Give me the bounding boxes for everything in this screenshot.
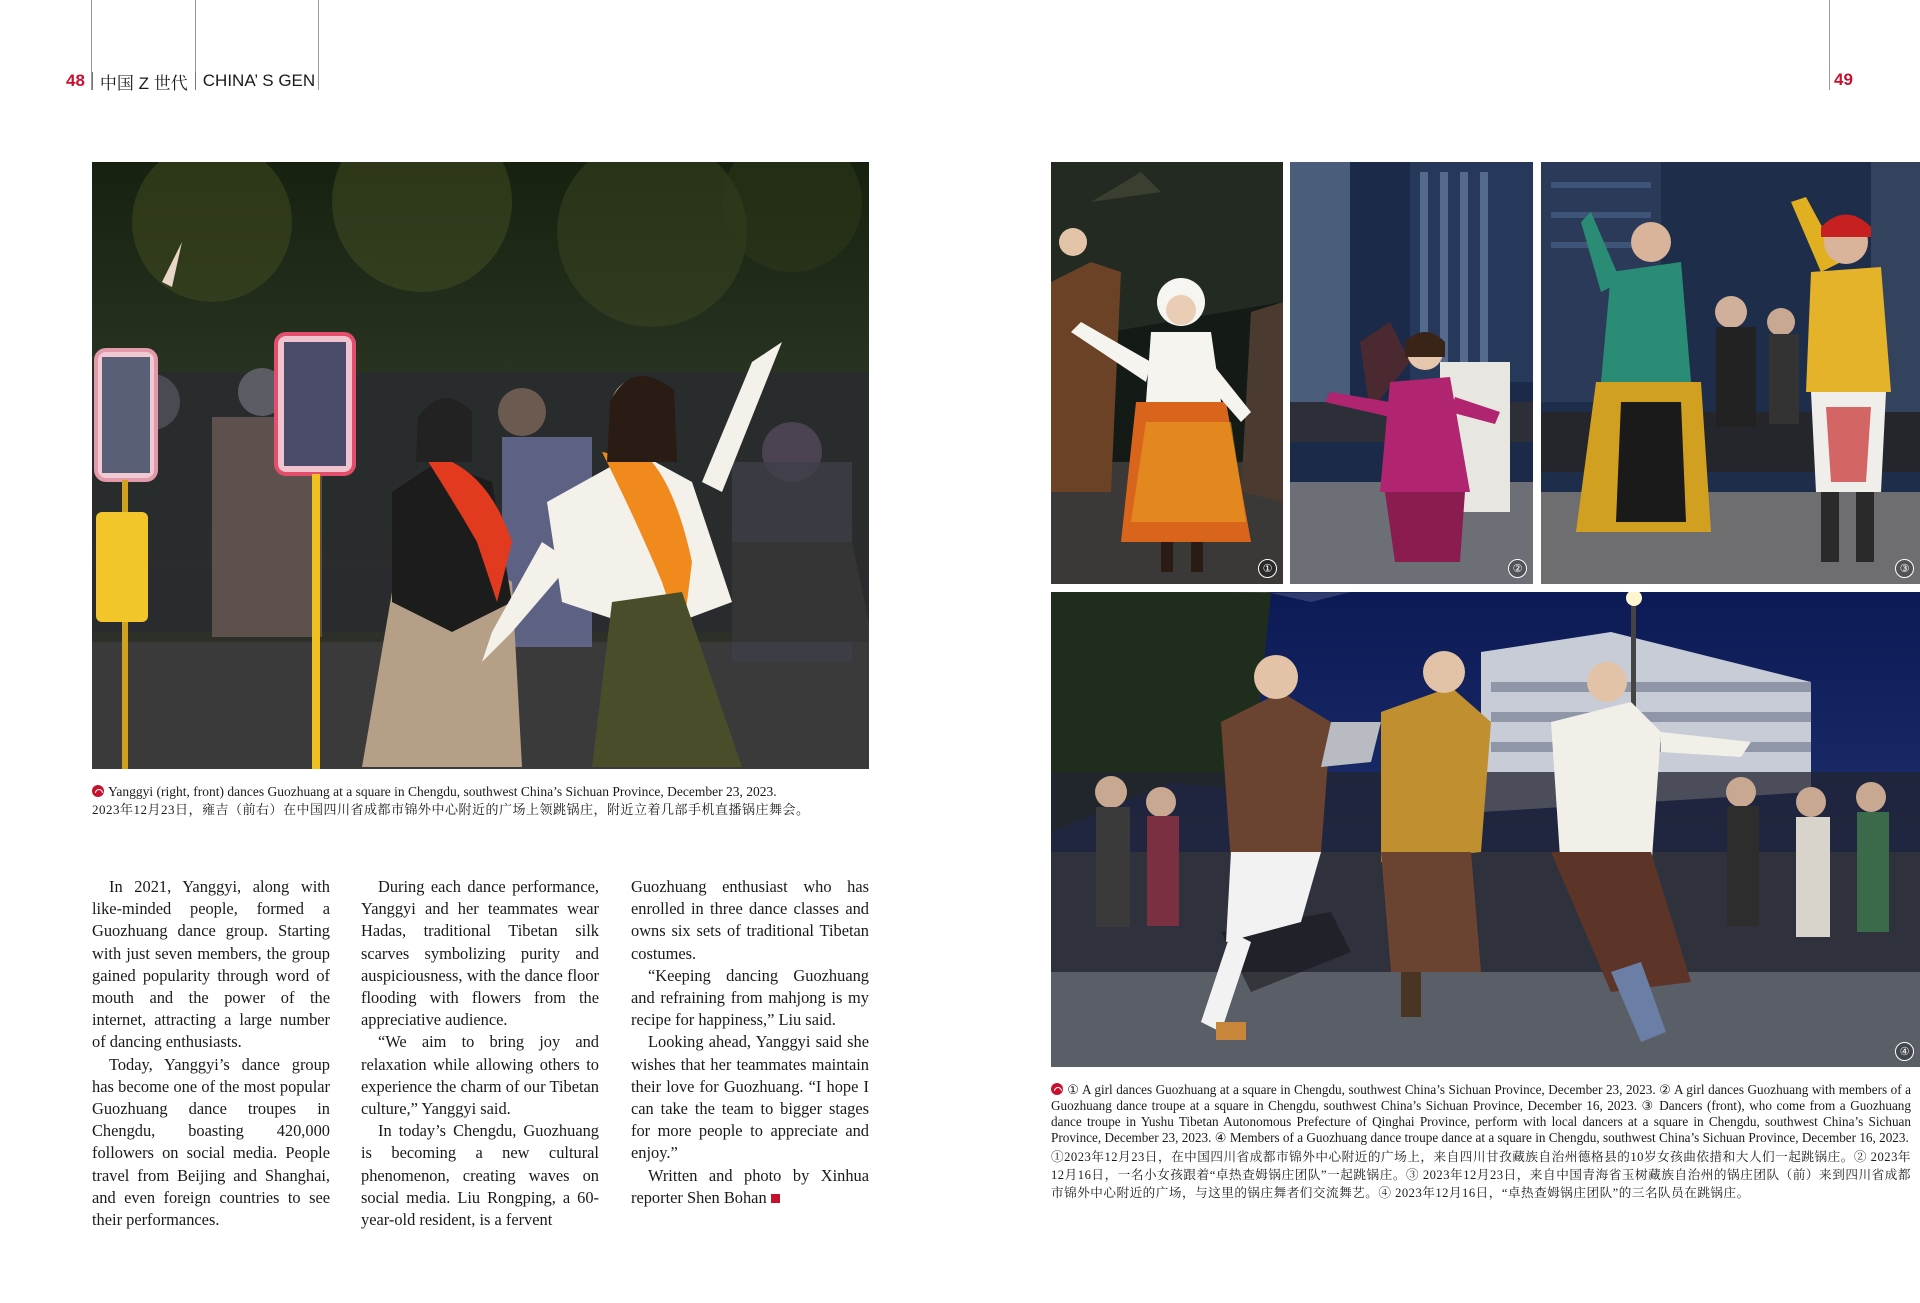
paragraph: In 2021, Yanggyi, along with like-minded people, formed a Guozhuang dance group. Starting with just seven members, the group gained popularity through word of mouth and the power of the internet, attracting a large number of dancing enthusiasts. bbox=[92, 877, 330, 1052]
paragraph: Guozhuang enthusiast who has enrolled in three dance classes and owns six sets of traditional Tibetan costumes. bbox=[631, 877, 869, 963]
photo-number-badge: ① bbox=[1258, 559, 1277, 578]
paragraph: Looking ahead, Yanggyi said she wishes that her teammates maintain their love for Guozhuang. “I hope I can take the team to bigger stages for more people to appreciate and enjoy.” bbox=[631, 1032, 869, 1163]
photo-3 bbox=[1541, 162, 1920, 584]
photo-number-badge: ③ bbox=[1895, 559, 1914, 578]
paragraph: In today’s Chengdu, Guozhuang is becoming a new cultural phenomenon, creating waves on social media. Liu Rongping, a 60-year-old resident, is a fervent bbox=[361, 1121, 599, 1230]
main-caption-en: Yanggyi (right, front) dances Guozhuang at a square in Chengdu, southwest China’s Sichuan Province, December 23, 2023. bbox=[108, 784, 777, 799]
header-divider-right bbox=[318, 0, 319, 90]
page-number-right: 49 bbox=[1834, 70, 1853, 89]
photo-caption-right bbox=[1051, 1082, 1911, 1202]
byline: Written and photo by Xinhua reporter Shen Bohan bbox=[631, 1165, 869, 1207]
paragraph: “We aim to bring joy and relaxation while allowing others to experience the charm of our Tibetan culture,” Yanggyi said. bbox=[361, 1032, 599, 1119]
article-column-2 bbox=[361, 876, 599, 1231]
article-column-3 bbox=[631, 876, 869, 1209]
main-caption-cn: 2023年12月23日，雍吉（前右）在中国四川省成都市锦外中心附近的广场上领跳锅庄，附近立着几部手机直播锅庄舞会。 bbox=[92, 802, 810, 817]
column-title-cn: 中国 Z 世代 bbox=[99, 73, 188, 93]
photo-4 bbox=[1051, 592, 1920, 1067]
end-mark-icon bbox=[771, 1194, 780, 1203]
main-photo-caption bbox=[92, 783, 882, 819]
paragraph: Today, Yanggyi’s dance group has become one of the most popular Guozhuang dance troupes in Chengdu, boasting 420,000 followers on social media. People travel from Beijing and Shanghai, and even foreign countries to see their performances. bbox=[92, 1054, 330, 1230]
right-caption-cn: ①2023年12月23日，在中国四川省成都市锦外中心附近的广场上，来自四川甘孜藏族自治州德格县的10岁女孩曲依措和大人们一起跳锅庄。② 2023年12月16日，一名小女孩跟着“卓热查姆锅庄团队”一起跳锅庄。③ 2023年12月23日，来自中国青海省玉树藏族自治州的锅庄团队（前）来到四川省成都市锦外中心附近的广场，与这里的锅庄舞者们交流舞艺。④ 2023年12月16日，“卓热查姆锅庄团队”的三名队员在跳锅庄。 bbox=[1051, 1150, 1911, 1200]
header-divider-page49 bbox=[1829, 0, 1830, 90]
paragraph: “Keeping dancing Guozhuang and refraining from mahjong is my recipe for happiness,” Liu said. bbox=[631, 965, 869, 1030]
photo-number-badge: ④ bbox=[1895, 1042, 1914, 1061]
page-number-left: 48 bbox=[66, 71, 85, 90]
photo-2 bbox=[1290, 162, 1533, 584]
running-header-left bbox=[66, 70, 315, 92]
xinhua-logo-icon bbox=[92, 785, 104, 797]
photo-number-badge: ② bbox=[1508, 559, 1527, 578]
xinhua-logo-icon bbox=[1051, 1083, 1063, 1095]
right-caption-en: ① A girl dances Guozhuang at a square in Chengdu, southwest China’s Sichuan Province, December 23, 2023. ② A girl dances Guozhuang with members of a Guozhuang dance troupe at a square in Chengdu, southwest China’s Sichuan Province, December 16, 2023. ③ Dancers (front), who come from a Guozhuang dance troupe in Yushu Tibetan Autonomous Prefecture of Qinghai Province, perform with local dancers at a square in Chengdu, southwest China’s Sichuan Province, December 23, 2023. ④ Members of a Guozhuang dance troupe dance at a square in Chengdu, southwest China’s Sichuan Province, December 16, 2023. bbox=[1051, 1082, 1911, 1145]
photo-1 bbox=[1051, 162, 1283, 584]
paragraph: During each dance performance, Yanggyi and her teammates wear Hadas, traditional Tibetan silk scarves symbolizing purity and auspiciousness, with the dance floor flooding with flowers from the appreciative audience. bbox=[361, 877, 599, 1030]
article-column-1 bbox=[92, 876, 330, 1231]
column-title-en: CHINA’ S GEN bbox=[202, 71, 316, 90]
main-photo bbox=[92, 162, 869, 769]
